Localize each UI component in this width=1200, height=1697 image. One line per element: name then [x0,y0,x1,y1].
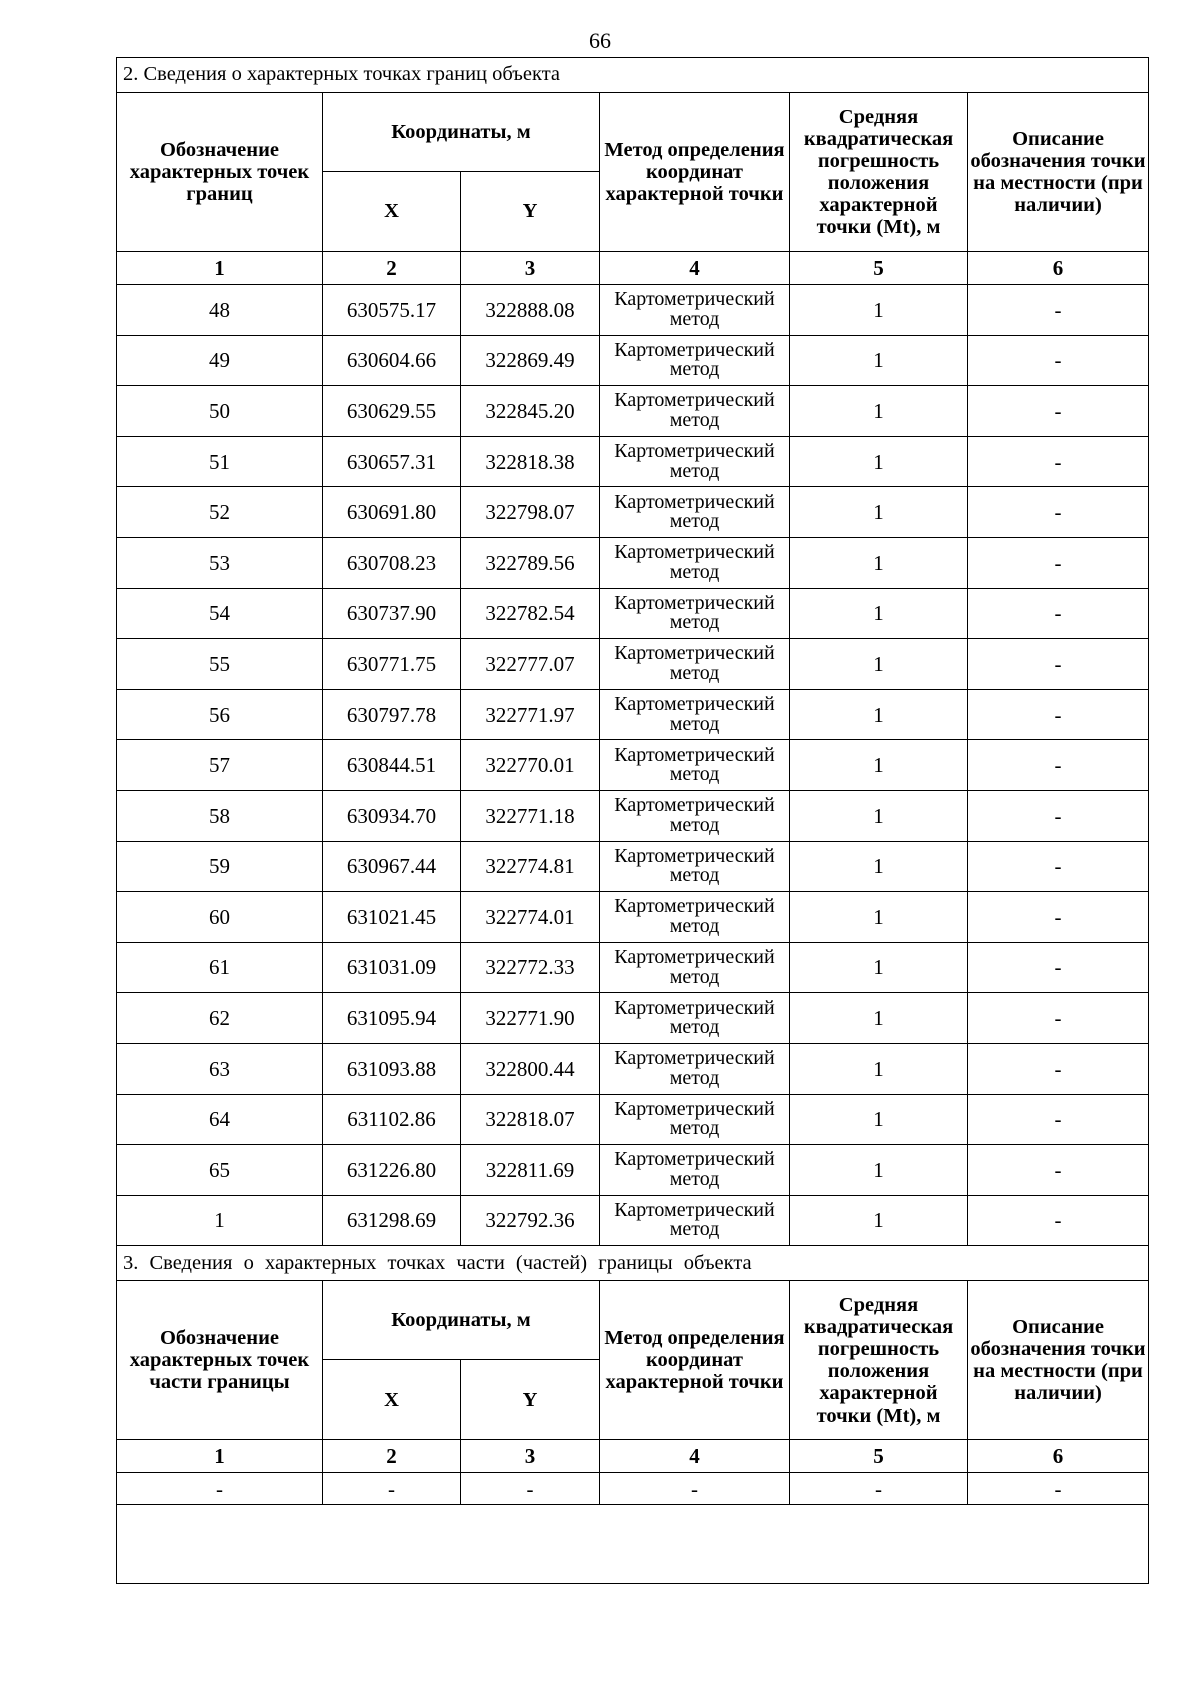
x-cell: 630967.44 [323,841,461,892]
point-cell: 50 [117,386,323,437]
point-cell: - [117,1473,323,1505]
point-cell: 59 [117,841,323,892]
mt-cell: 1 [790,335,968,386]
method-cell: Картометрический метод [600,639,790,690]
mt-cell: 1 [790,285,968,336]
method-cell: Картометрический метод [600,588,790,639]
column-number: 3 [461,1440,600,1473]
table-row [117,892,1149,943]
x-cell: 631102.86 [323,1094,461,1145]
mt-cell: 1 [790,1043,968,1094]
section-3-title: 3. Сведения о характерных точках части (частей) границы объекта [117,1246,1149,1281]
y-cell: 322869.49 [461,335,600,386]
table-row [117,942,1149,993]
header-mean-error: Средняя квадратическая погрешность положения характерной точки (Mt), м [790,93,968,252]
method-cell: Картометрический метод [600,1195,790,1246]
method-cell: Картометрический метод [600,537,790,588]
mt-cell: 1 [790,386,968,437]
point-cell: 58 [117,790,323,841]
method-cell: Картометрический метод [600,892,790,943]
x-cell: 630771.75 [323,639,461,690]
blank-row [117,1505,1149,1584]
mt-cell: 1 [790,740,968,791]
table-row [117,1145,1149,1196]
x-cell: 631095.94 [323,993,461,1044]
y-cell: 322818.38 [461,436,600,487]
table-row [117,436,1149,487]
description-cell: - [968,740,1149,791]
y-cell: 322845.20 [461,386,600,437]
header-coordinates: Координаты, м [323,1281,600,1360]
header-method: Метод определения координат характерной точки [600,93,790,252]
x-cell: 630691.80 [323,487,461,538]
header-point-designation: Обозначение характерных точек части границы [117,1281,323,1440]
table-row [117,639,1149,690]
x-cell: 630737.90 [323,588,461,639]
point-cell: 55 [117,639,323,690]
header-x: X [323,172,461,252]
x-cell: 630657.31 [323,436,461,487]
point-cell: 54 [117,588,323,639]
y-cell: 322771.90 [461,993,600,1044]
boundary-points-table [116,57,1149,1584]
description-cell: - [968,335,1149,386]
description-cell: - [968,689,1149,740]
y-cell: 322771.18 [461,790,600,841]
point-cell: 49 [117,335,323,386]
y-cell: 322818.07 [461,1094,600,1145]
x-cell: 631226.80 [323,1145,461,1196]
x-cell: 630797.78 [323,689,461,740]
y-cell: 322800.44 [461,1043,600,1094]
mt-cell: 1 [790,841,968,892]
method-cell: Картометрический метод [600,1043,790,1094]
header-point-designation: Обозначение характерных точек границ [117,93,323,252]
column-number: 6 [968,1440,1149,1473]
table-row [117,740,1149,791]
header-coordinates: Координаты, м [323,93,600,172]
description-cell: - [968,892,1149,943]
header-method: Метод определения координат характерной точки [600,1281,790,1440]
description-cell: - [968,436,1149,487]
description-cell: - [968,588,1149,639]
point-cell: 65 [117,1145,323,1196]
y-cell: 322771.97 [461,689,600,740]
x-cell: 630629.55 [323,386,461,437]
point-cell: 1 [117,1195,323,1246]
description-cell: - [968,285,1149,336]
mt-cell: 1 [790,1145,968,1196]
blank-cell [117,1505,1149,1584]
x-cell: 631021.45 [323,892,461,943]
method-cell: Картометрический метод [600,285,790,336]
table-row [117,285,1149,336]
x-cell: 631298.69 [323,1195,461,1246]
column-number: 5 [790,1440,968,1473]
table-row [117,1473,1149,1505]
point-cell: 56 [117,689,323,740]
y-cell: 322798.07 [461,487,600,538]
mt-cell: 1 [790,790,968,841]
point-cell: 60 [117,892,323,943]
method-cell: Картометрический метод [600,790,790,841]
section-2-title: 2. Сведения о характерных точках границ объекта [117,58,1149,93]
y-cell: - [461,1473,600,1505]
description-cell: - [968,942,1149,993]
mt-cell: 1 [790,892,968,943]
header-mean-error: Средняя квадратическая погрешность положения характерной точки (Mt), м [790,1281,968,1440]
description-cell: - [968,487,1149,538]
header-y: Y [461,1360,600,1440]
table-row [117,1094,1149,1145]
column-number: 4 [600,252,790,285]
mt-cell: 1 [790,487,968,538]
y-cell: 322774.81 [461,841,600,892]
method-cell: Картометрический метод [600,689,790,740]
method-cell: Картометрический метод [600,740,790,791]
description-cell: - [968,790,1149,841]
x-cell: 630844.51 [323,740,461,791]
table-row [117,487,1149,538]
table-row [117,790,1149,841]
method-cell: Картометрический метод [600,487,790,538]
x-cell: 630934.70 [323,790,461,841]
description-cell: - [968,993,1149,1044]
point-cell: 51 [117,436,323,487]
column-number: 6 [968,252,1149,285]
mt-cell: 1 [790,639,968,690]
header-y: Y [461,172,600,252]
method-cell: Картометрический метод [600,1145,790,1196]
point-cell: 53 [117,537,323,588]
point-cell: 63 [117,1043,323,1094]
method-cell: Картометрический метод [600,1094,790,1145]
mt-cell: 1 [790,436,968,487]
description-cell: - [968,537,1149,588]
description-cell: - [968,1145,1149,1196]
mt-cell: 1 [790,993,968,1044]
point-cell: 52 [117,487,323,538]
header-description: Описание обозначения точки на местности (при наличии) [968,1281,1149,1440]
table-row [117,841,1149,892]
y-cell: 322792.36 [461,1195,600,1246]
point-cell: 62 [117,993,323,1044]
x-cell: - [323,1473,461,1505]
x-cell: 630708.23 [323,537,461,588]
description-cell: - [968,639,1149,690]
x-cell: 630604.66 [323,335,461,386]
method-cell: Картометрический метод [600,993,790,1044]
y-cell: 322777.07 [461,639,600,690]
mt-cell: 1 [790,537,968,588]
page-number: 66 [589,28,611,53]
mt-cell: 1 [790,1094,968,1145]
column-number: 4 [600,1440,790,1473]
table-row [117,1043,1149,1094]
column-number: 5 [790,252,968,285]
y-cell: 322888.08 [461,285,600,336]
table-row [117,588,1149,639]
y-cell: 322770.01 [461,740,600,791]
table-row [117,1195,1149,1246]
mt-cell: 1 [790,689,968,740]
method-cell: - [600,1473,790,1505]
y-cell: 322774.01 [461,892,600,943]
method-cell: Картометрический метод [600,841,790,892]
header-description: Описание обозначения точки на местности (при наличии) [968,93,1149,252]
description-cell: - [968,841,1149,892]
method-cell: Картометрический метод [600,386,790,437]
y-cell: 322772.33 [461,942,600,993]
mt-cell: 1 [790,1195,968,1246]
header-x: X [323,1360,461,1440]
method-cell: Картометрический метод [600,942,790,993]
description-cell: - [968,386,1149,437]
description-cell: - [968,1195,1149,1246]
point-cell: 57 [117,740,323,791]
method-cell: Картометрический метод [600,335,790,386]
mt-cell: 1 [790,942,968,993]
table-row [117,993,1149,1044]
table-row [117,386,1149,437]
description-cell: - [968,1473,1149,1505]
point-cell: 64 [117,1094,323,1145]
column-number: 2 [323,1440,461,1473]
description-cell: - [968,1094,1149,1145]
table-row [117,537,1149,588]
method-cell: Картометрический метод [600,436,790,487]
description-cell: - [968,1043,1149,1094]
point-cell: 48 [117,285,323,336]
column-number: 1 [117,1440,323,1473]
x-cell: 631031.09 [323,942,461,993]
y-cell: 322789.56 [461,537,600,588]
mt-cell: - [790,1473,968,1505]
x-cell: 631093.88 [323,1043,461,1094]
y-cell: 322782.54 [461,588,600,639]
column-number: 1 [117,252,323,285]
column-number: 2 [323,252,461,285]
point-cell: 61 [117,942,323,993]
column-number: 3 [461,252,600,285]
x-cell: 630575.17 [323,285,461,336]
table-row [117,689,1149,740]
table-row [117,335,1149,386]
y-cell: 322811.69 [461,1145,600,1196]
mt-cell: 1 [790,588,968,639]
